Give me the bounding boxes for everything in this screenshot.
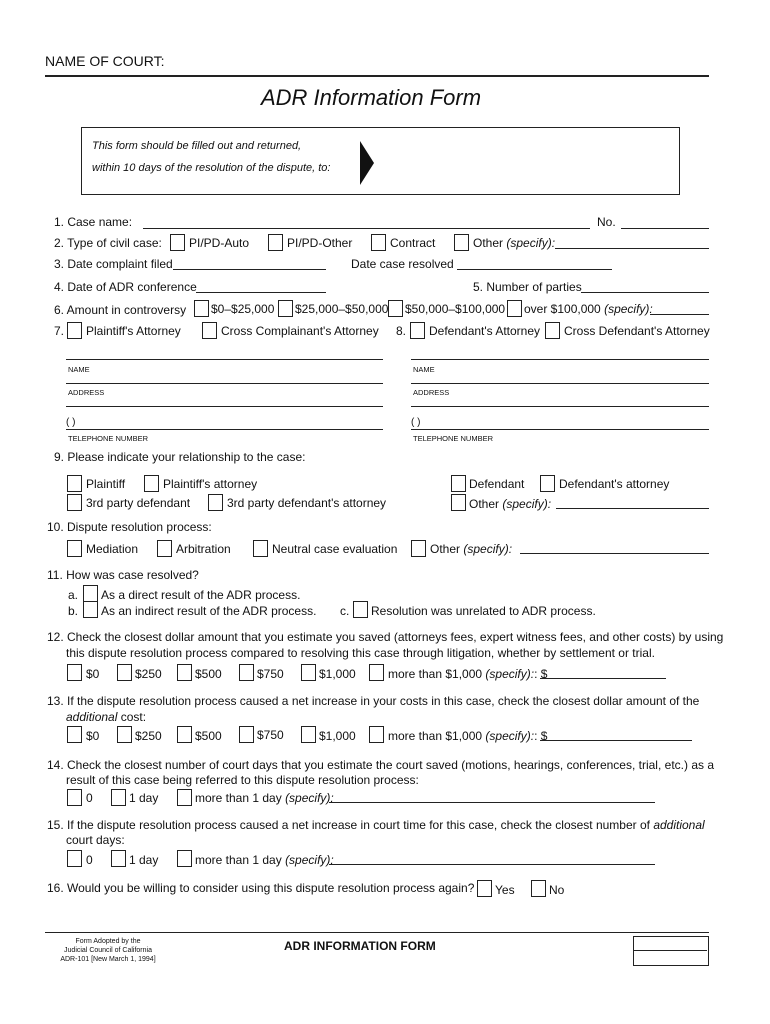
instructions-line2: within 10 days of the resolution of the dispute, to: [92,162,331,174]
days-saved-0-checkbox[interactable] [67,789,82,806]
saved-more-checkbox[interactable] [369,664,384,681]
direct-result-checkbox[interactable] [83,585,98,602]
q11-c-letter: c. [340,604,350,618]
right-phone-line[interactable] [411,429,709,430]
increase-250-label: $250 [135,729,162,743]
q11-a-letter: a. [68,588,79,602]
contract-label: Contract [390,236,436,250]
saved-500-checkbox[interactable] [177,664,192,681]
indirect-result-label: As an indirect result of the ADR process. [101,604,317,618]
saved-more-label: more than $1,000 (specify):: $ [388,667,548,681]
case-type-other-label: Other (specify): [473,236,556,250]
pipd-auto-checkbox[interactable] [170,234,185,251]
defendant-attorney-rel-label: Defendant's attorney [559,477,670,491]
neutral-evaluation-label: Neutral case evaluation [272,542,398,556]
plaintiff-checkbox[interactable] [67,475,82,492]
plaintiffs-attorney-label: Plaintiff's Attorney [86,324,181,338]
pipd-other-label: PI/PD-Other [287,236,353,250]
unrelated-label: Resolution was unrelated to ADR process. [371,604,596,618]
instructions-line1: This form should be filled out and returned, [92,140,302,152]
increase-750-label: $750 [257,728,284,742]
footer-adopted-2: Judicial Council of California [64,947,152,954]
arrow-right-icon [360,141,376,185]
amount-50-100k-checkbox[interactable] [388,300,403,317]
days-saved-0-label: 0 [86,791,93,805]
reuse-yes-checkbox[interactable] [477,880,492,897]
q16-label: 16. Would you be willing to consider using this dispute resolution process again? [47,881,475,895]
amount-25-50k-label: $25,000–$50,000 [295,302,389,316]
saved-1000-checkbox[interactable] [301,664,316,681]
q1-no-label: No. [597,215,616,229]
reuse-yes-label: Yes [495,883,515,897]
right-address-line-2[interactable] [411,406,709,407]
relationship-other-checkbox[interactable] [451,494,466,511]
third-party-attorney-label: 3rd party defendant's attorney [227,496,387,510]
saved-750-checkbox[interactable] [239,664,254,681]
right-address-caption: ADDRESS [413,388,450,397]
case-type-other-checkbox[interactable] [454,234,469,251]
reuse-no-checkbox[interactable] [531,880,546,897]
plaintiff-attorney-rel-checkbox[interactable] [144,475,159,492]
adr-conference-line[interactable] [196,292,326,293]
instructions-box [81,127,680,195]
q10-label: 10. Dispute resolution process: [47,520,212,534]
third-party-defendant-label: 3rd party defendant [86,496,191,510]
process-other-label: Other (specify): [430,542,513,556]
case-type-other-line[interactable] [555,248,709,249]
increase-more-line[interactable] [540,740,692,741]
increase-more-label: more than $1,000 (specify):: $ [388,729,548,743]
pipd-other-checkbox[interactable] [268,234,283,251]
q3-label: 3. Date complaint filed [54,257,173,271]
q6-label: 6. Amount in controversy [54,303,187,317]
cross-complainant-attorney-label: Cross Complainant's Attorney [221,324,379,338]
right-name-line[interactable] [411,359,709,360]
amount-over-100k-checkbox[interactable] [507,300,522,317]
left-phone-line[interactable] [66,429,383,430]
increase-250-checkbox[interactable] [117,726,132,743]
q15-line2: court days: [66,833,125,847]
pipd-auto-label: PI/PD-Auto [189,236,250,250]
plaintiff-label: Plaintiff [86,477,126,491]
court-label: NAME OF COURT: [45,53,165,69]
unrelated-checkbox[interactable] [353,601,368,618]
q4-label: 4. Date of ADR conference [54,280,197,294]
q13-line2: additional cost: [66,710,147,724]
mediation-label: Mediation [86,542,139,556]
amount-0-25k-checkbox[interactable] [194,300,209,317]
footer-adopted-1: Form Adopted by the [75,938,141,945]
q7-num: 7. [54,324,65,338]
plaintiff-attorney-rel-label: Plaintiff's attorney [163,477,258,491]
q1-label: 1. Case name: [54,215,133,229]
defendants-attorney-label: Defendant's Attorney [429,324,541,338]
number-of-parties-line[interactable] [581,292,709,293]
footer-rule [45,932,709,933]
contract-checkbox[interactable] [371,234,386,251]
right-address-line[interactable] [411,383,709,384]
amount-over-100k-label: over $100,000 (specify): [524,302,653,316]
left-name-line[interactable] [66,359,383,360]
days-increase-1-checkbox[interactable] [111,850,126,867]
relationship-other-label: Other (specify): [469,497,552,511]
case-name-line[interactable] [143,228,590,229]
left-address-line[interactable] [66,383,383,384]
complaint-filed-line[interactable] [173,269,326,270]
days-increase-0-label: 0 [86,853,93,867]
amount-0-25k-label: $0–$25,000 [211,302,275,316]
case-no-line[interactable] [621,228,709,229]
saved-0-label: $0 [86,667,100,681]
q13-line1: 13. If the dispute resolution process caused a net increase in your costs in this case, check the closest dollar amount of the [47,694,700,708]
relationship-other-line[interactable] [556,508,709,509]
arbitration-checkbox[interactable] [157,540,172,557]
cross-defendant-attorney-checkbox[interactable] [545,322,560,339]
date-resolved-line[interactable] [457,269,612,270]
arbitration-label: Arbitration [176,542,231,556]
cross-complainant-attorney-checkbox[interactable] [202,322,217,339]
increase-0-label: $0 [86,729,100,743]
defendant-label: Defendant [469,477,525,491]
days-increase-0-checkbox[interactable] [67,850,82,867]
right-name-caption: NAME [413,365,435,374]
q11-b-letter: b. [68,604,79,618]
increase-500-label: $500 [195,729,222,743]
reuse-no-label: No [549,883,565,897]
defendant-checkbox[interactable] [451,475,466,492]
saved-0-checkbox[interactable] [67,664,82,681]
saved-250-checkbox[interactable] [117,664,132,681]
footer-box-divider [633,950,707,951]
days-saved-more-line[interactable] [329,802,655,803]
increase-1000-label: $1,000 [319,729,356,743]
saved-more-line[interactable] [540,678,666,679]
days-increase-more-label: more than 1 day (specify): [195,853,334,867]
q14-line1: 14. Check the closest number of court days that you estimate the court saved (motions, hearings, conferences, trial, etc.) as a [47,758,714,772]
process-other-line[interactable] [520,553,709,554]
increase-750-checkbox[interactable] [239,726,254,743]
footer-box [633,936,709,966]
left-name-caption: NAME [68,365,90,374]
left-address-caption: ADDRESS [68,388,105,397]
saved-500-label: $500 [195,667,222,681]
q5-label: 5. Number of parties [473,280,582,294]
q15-line1: 15. If the dispute resolution process caused a net increase in court time for this case, check the closest number of additional [47,818,705,832]
saved-250-label: $250 [135,667,162,681]
header-rule [45,75,709,77]
indirect-result-checkbox[interactable] [83,601,98,618]
plaintiffs-attorney-checkbox[interactable] [67,322,82,339]
days-increase-more-line[interactable] [329,864,655,865]
left-address-line-2[interactable] [66,406,383,407]
q8-num: 8. [396,324,407,338]
left-telephone-caption: TELEPHONE NUMBER [68,434,149,443]
right-phone-paren: ( ) [411,417,421,428]
days-increase-more-checkbox[interactable] [177,850,192,867]
process-other-checkbox[interactable] [411,540,426,557]
mediation-checkbox[interactable] [67,540,82,557]
date-resolved-label: Date case resolved [351,257,454,271]
q12-line1: 12. Check the closest dollar amount that you estimate you saved (attorneys fees, expert witness fees, and other costs) by using [47,630,724,644]
right-telephone-caption: TELEPHONE NUMBER [413,434,494,443]
increase-1000-checkbox[interactable] [301,726,316,743]
q9-label: 9. Please indicate your relationship to the case: [54,450,306,464]
days-saved-1-checkbox[interactable] [111,789,126,806]
saved-750-label: $750 [257,667,284,681]
days-increase-1-label: 1 day [129,853,159,867]
increase-0-checkbox[interactable] [67,726,82,743]
days-saved-more-label: more than 1 day (specify): [195,791,334,805]
cross-defendant-attorney-label: Cross Defendant's Attorney [564,324,710,338]
direct-result-label: As a direct result of the ADR process. [101,588,301,602]
q14-line2: result of this case being referred to this dispute resolution process: [66,773,419,787]
amount-over-100k-line[interactable] [650,314,709,315]
third-party-defendant-checkbox[interactable] [67,494,82,511]
amount-25-50k-checkbox[interactable] [278,300,293,317]
days-saved-1-label: 1 day [129,791,159,805]
increase-more-checkbox[interactable] [369,726,384,743]
days-saved-more-checkbox[interactable] [177,789,192,806]
defendants-attorney-checkbox[interactable] [410,322,425,339]
footer-adopted-3: ADR-101 [New March 1, 1994] [60,956,156,963]
q12-line2: this dispute resolution process compared to resolving this case through litigation, whether by settlement or trial. [66,646,655,660]
defendant-attorney-rel-checkbox[interactable] [540,475,555,492]
amount-50-100k-label: $50,000–$100,000 [405,302,506,316]
third-party-attorney-checkbox[interactable] [208,494,223,511]
q2-label: 2. Type of civil case: [54,236,162,250]
q11-label: 11. How was case resolved? [47,568,199,582]
neutral-evaluation-checkbox[interactable] [253,540,268,557]
form-title: ADR Information Form [261,85,482,110]
footer-title: ADR INFORMATION FORM [284,939,436,953]
increase-500-checkbox[interactable] [177,726,192,743]
saved-1000-label: $1,000 [319,667,356,681]
left-phone-paren: ( ) [66,417,76,428]
